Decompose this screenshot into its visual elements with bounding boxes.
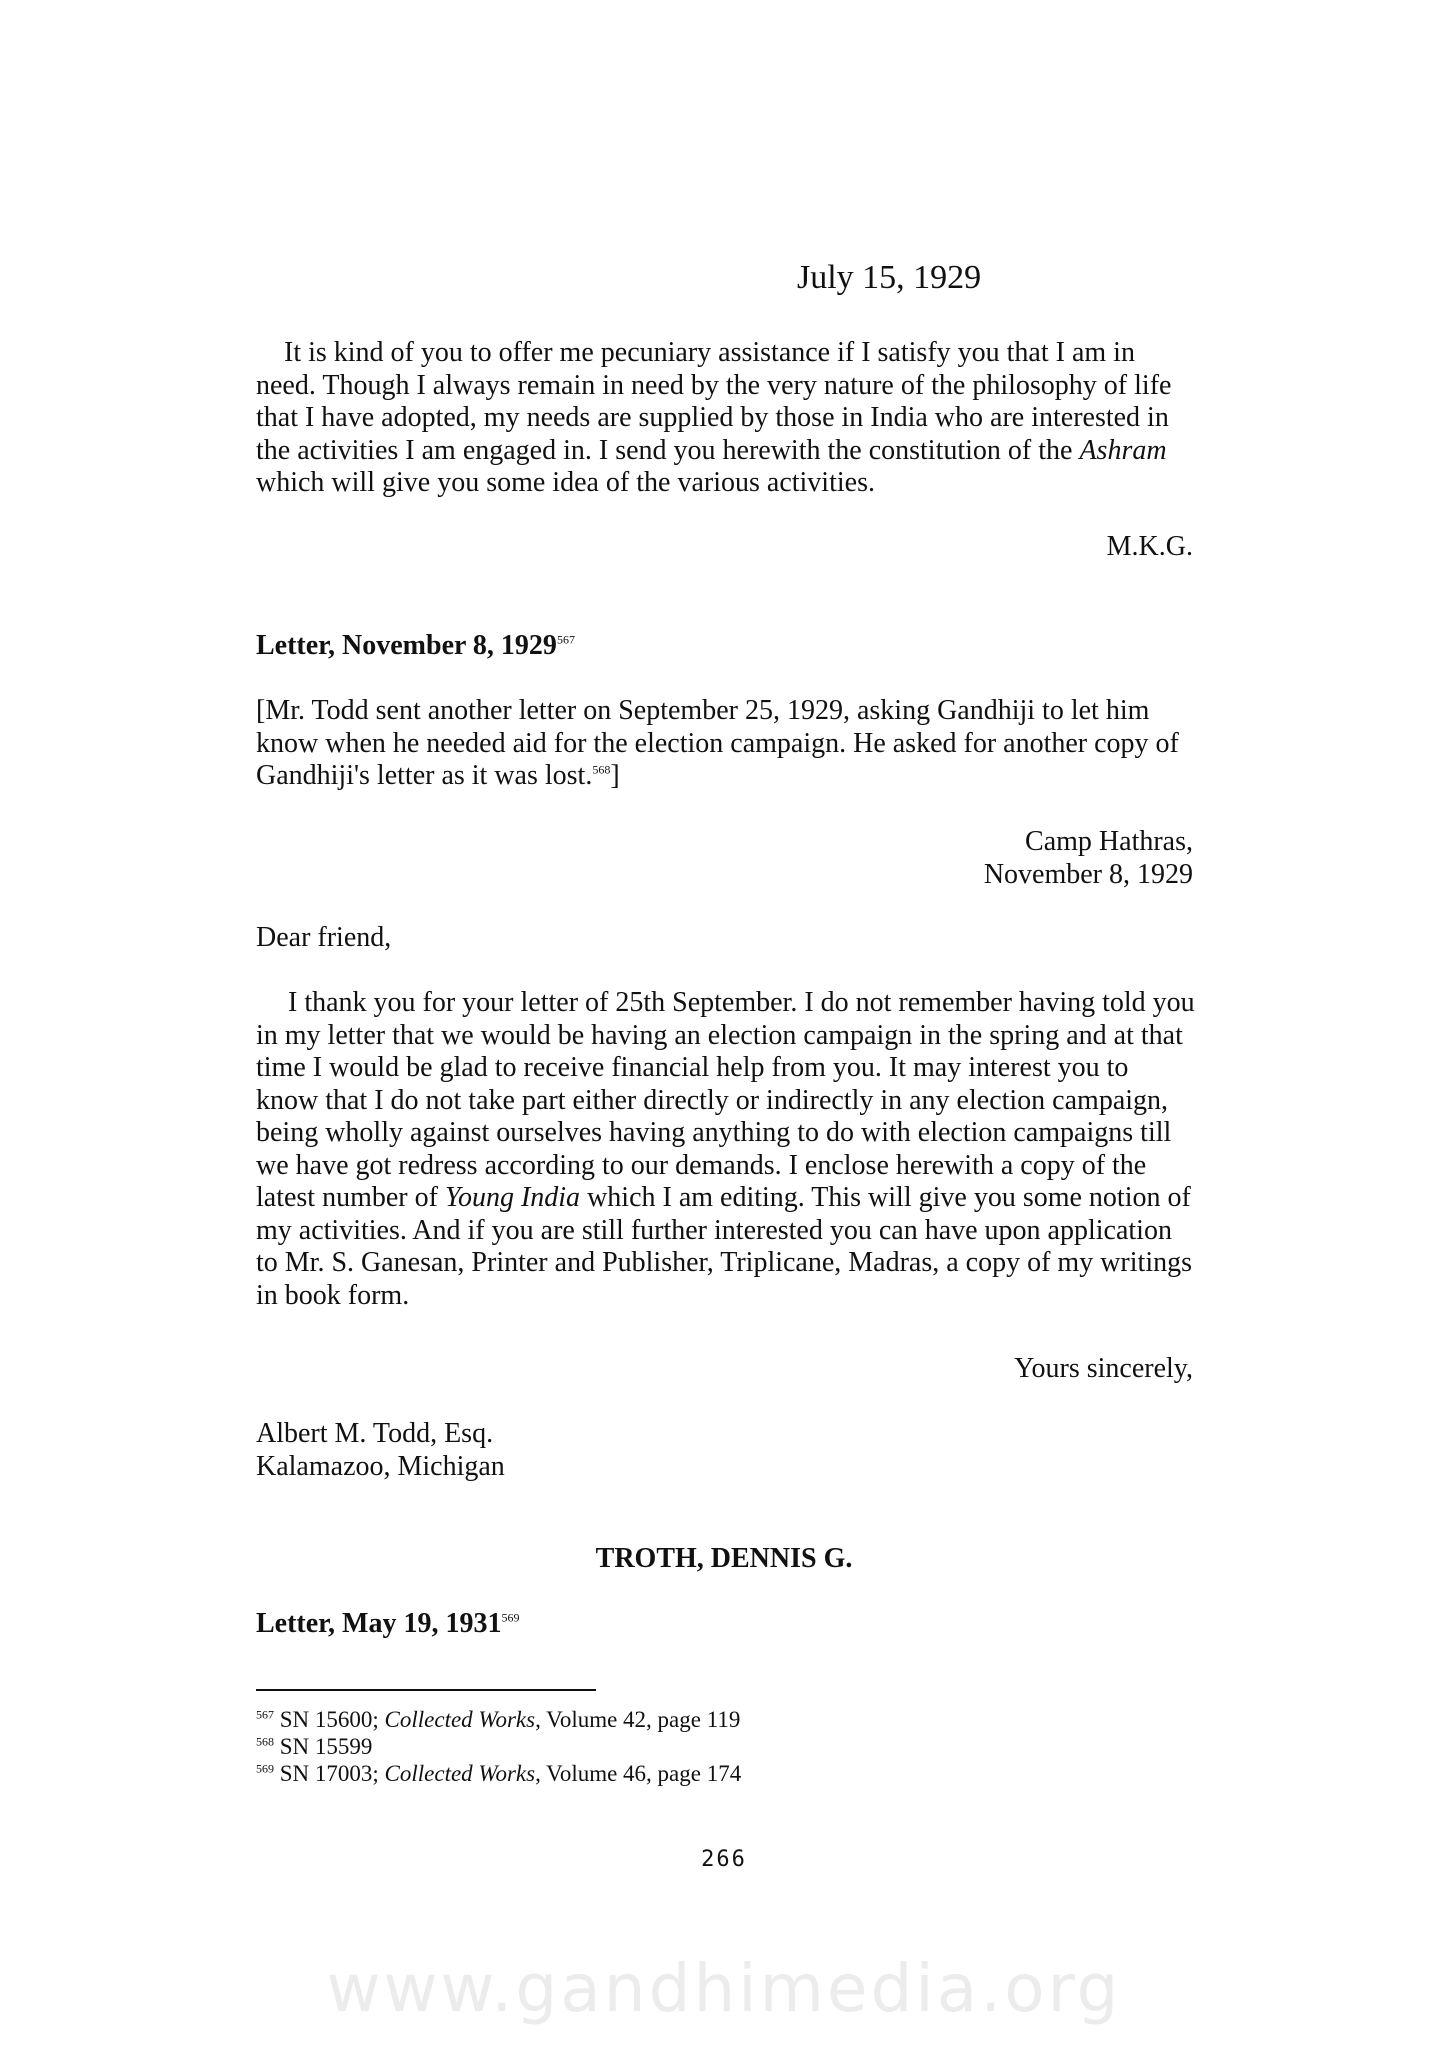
first-letter-paragraph: It is kind of you to offer me pecuniary assistance if I satisfy you that I am in need. Though I always remain in need by the very nature of the philosophy of life that I have adopted, my needs are supplied by those in India who are interested in the activities I am engaged in. I send you herewith the constitution of the Ashram which will give you some idea of the various activities. <box>256 337 1172 498</box>
page-number: 266 <box>701 1847 747 1872</box>
addressee-name: Albert M. Todd, Esq. <box>256 1418 494 1449</box>
letter-place: Camp Hathras, <box>1025 826 1193 857</box>
young-india-italic: Young India <box>444 1182 581 1213</box>
letter-body: I thank you for your letter of 25th September. I do not remember having told you in my letter that we would be having an election campaign in the spring and at that time I would be glad to receive financial help from you. It may interest you to know that I do not take part either directly or indirectly in any election campaign, being wholly against ourselves having anything to do with election campaigns till we have got redress according to our demands. I enclose herewith a copy of the latest number of Young India which I am editing. This will give you some notion of my activities. And if you are still further interested you can have upon application to Mr. S. Ganesan, Printer and Publisher, Triplicane, Madras, a copy of my writings in book form. <box>256 987 1195 1311</box>
footnote-ref: 567 <box>556 632 575 647</box>
editorial-note: [Mr. Todd sent another letter on September 25, 1929, asking Gandhiji to let him know when he needed aid for the election campaign. He asked for another copy of Gandhiji's letter as it was lost.$^{568}$] <box>256 695 1179 791</box>
salutation: Dear friend, <box>256 922 392 953</box>
footnote-divider <box>256 1689 596 1691</box>
addressee <box>256 1418 505 1483</box>
ashram-italic: Ashram <box>1079 434 1167 466</box>
signature: M.K.G. <box>1106 531 1193 562</box>
letter-date-heading: July 15, 1929 <box>797 259 982 296</box>
section-title: TROTH, DENNIS G. <box>595 1543 853 1574</box>
footnote: $^{569}$ SN 17003; Collected Works, Volume 46, page 174 <box>256 1761 742 1786</box>
footnotes <box>256 1706 741 1787</box>
section-heading-may: Letter, May 19, 1931$^{569}$ <box>256 1608 520 1639</box>
addressee-place: Kalamazoo, Michigan <box>256 1450 505 1482</box>
letter-date: November 8, 1929 <box>983 858 1193 890</box>
footnote-ref: 568 <box>592 762 611 777</box>
watermark: www.gandhimedia.org <box>326 1950 1122 2027</box>
section-heading-november: Letter, November 8, 1929$^{567}$ <box>256 630 575 661</box>
letter-place-date <box>984 826 1193 891</box>
footnote: $^{568}$ SN 15599 <box>256 1734 373 1759</box>
footnote-ref: 569 <box>501 1610 520 1625</box>
footnote: $^{567}$ SN 15600; Collected Works, Volume 42, page 119 <box>256 1707 741 1732</box>
closing: Yours sincerely, <box>1014 1353 1193 1384</box>
